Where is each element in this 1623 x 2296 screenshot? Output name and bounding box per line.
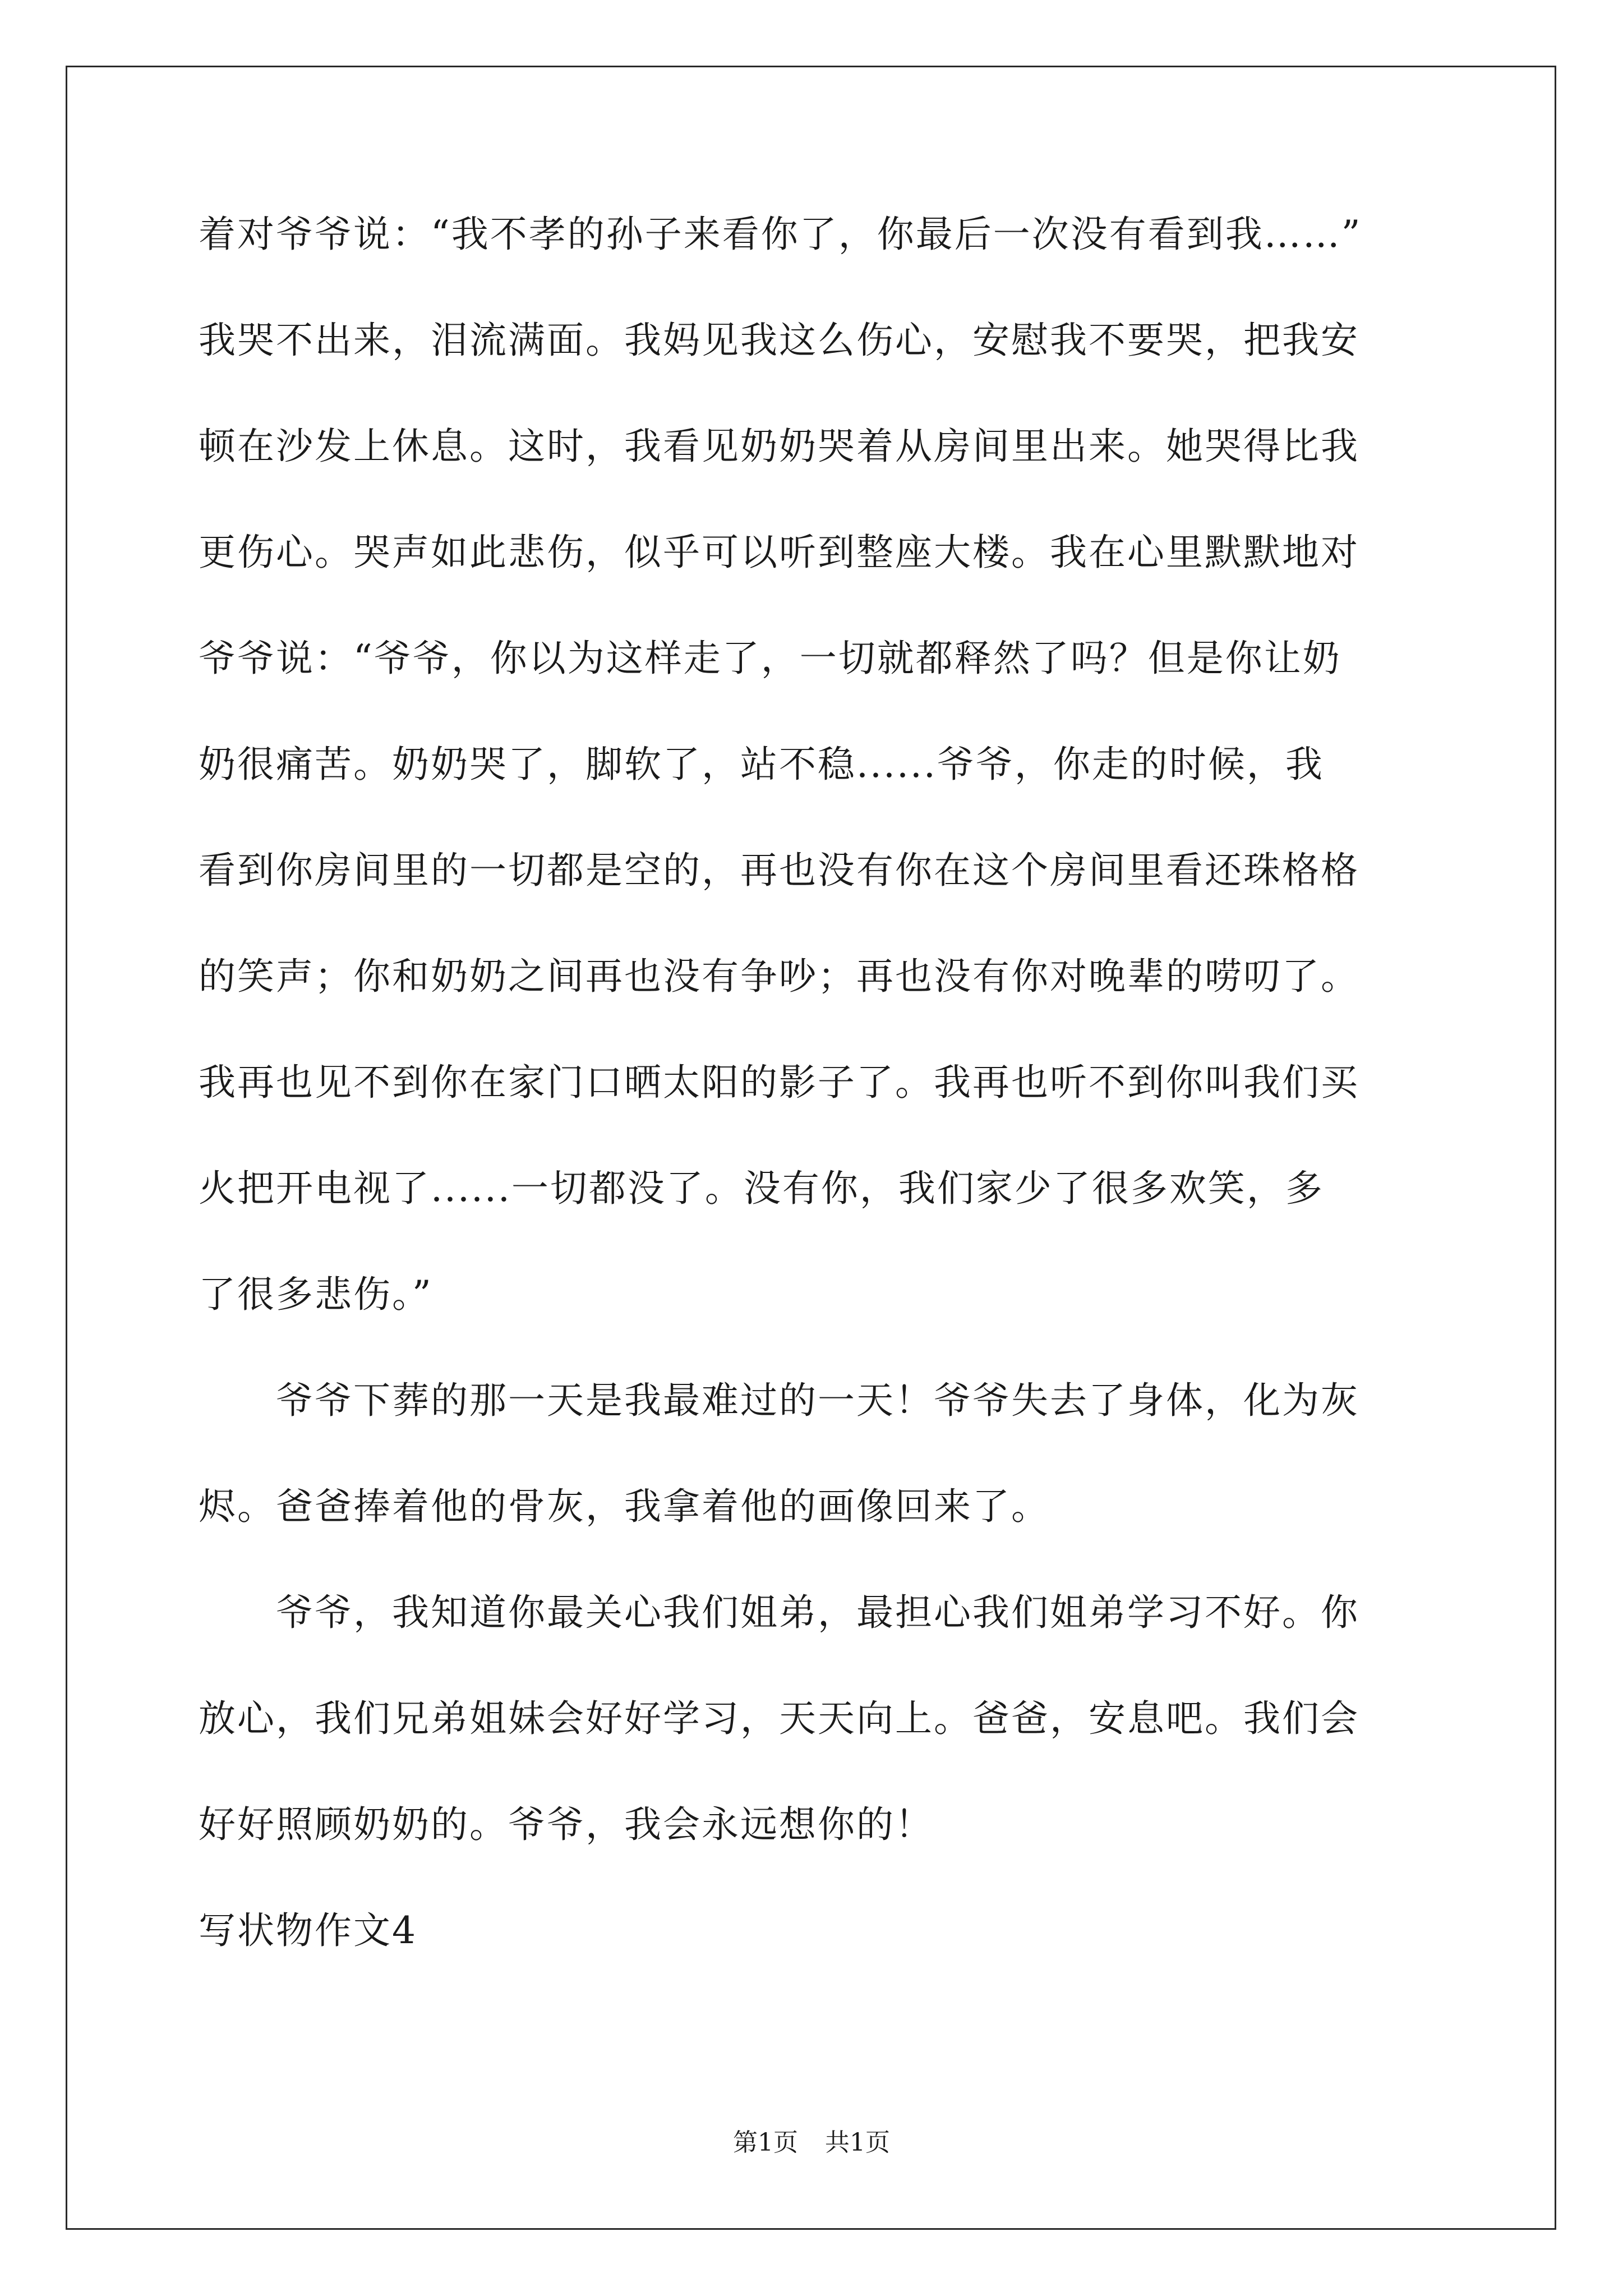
text-line: 放心，我们兄弟姐妹会好好学习，天天向上。爸爸，安息吧。我们会	[199, 1697, 1359, 1740]
page-total: 共1页	[825, 2128, 890, 2157]
section-heading: 写状物作文4	[199, 1909, 417, 1952]
paragraph-first-line: 爷爷下葬的那一天是我最难过的一天！爷爷失去了身体，化为灰	[276, 1379, 1359, 1422]
text-line: 奶很痛苦。奶奶哭了，脚软了，站不稳......爷爷，你走的时候，我	[199, 743, 1324, 786]
text-line: 烬。爸爸捧着他的骨灰，我拿着他的画像回来了。	[199, 1485, 1050, 1528]
text-line: 爷爷说：“爷爷，你以为这样走了，一切就都释然了吗？但是你让奶	[199, 637, 1341, 680]
document-body	[199, 209, 1432, 2011]
text-line: 着对爷爷说：“我不孝的孙子来看你了，你最后一次没有看到我……”	[199, 213, 1362, 256]
paragraph-first-line: 爷爷，我知道你最关心我们姐弟，最担心我们姐弟学习不好。你	[276, 1591, 1359, 1634]
text-line: 好好照顾奶奶的。爷爷，我会永远想你的！	[199, 1803, 934, 1846]
page-footer	[0, 2126, 1623, 2160]
text-line: 的笑声；你和奶奶之间再也没有争吵；再也没有你对晚辈的唠叨了。	[199, 955, 1359, 998]
text-line: 看到你房间里的一切都是空的，再也没有你在这个房间里看还珠格格	[199, 849, 1359, 892]
text-line: 顿在沙发上休息。这时，我看见奶奶哭着从房间里出来。她哭得比我	[199, 425, 1359, 468]
page-number: 第1页	[733, 2128, 798, 2157]
text-line: 了很多悲伤。”	[199, 1273, 433, 1316]
text-line: 我哭不出来，泪流满面。我妈见我这么伤心，安慰我不要哭，把我安	[199, 319, 1359, 362]
text-line: 火把开电视了......一切都没了。没有你，我们家少了很多欢笑，多	[199, 1167, 1324, 1210]
text-line: 我再也见不到你在家门口晒太阳的影子了。我再也听不到你叫我们买	[199, 1061, 1359, 1104]
text-line: 更伤心。哭声如此悲伤，似乎可以听到整座大楼。我在心里默默地对	[199, 531, 1359, 574]
